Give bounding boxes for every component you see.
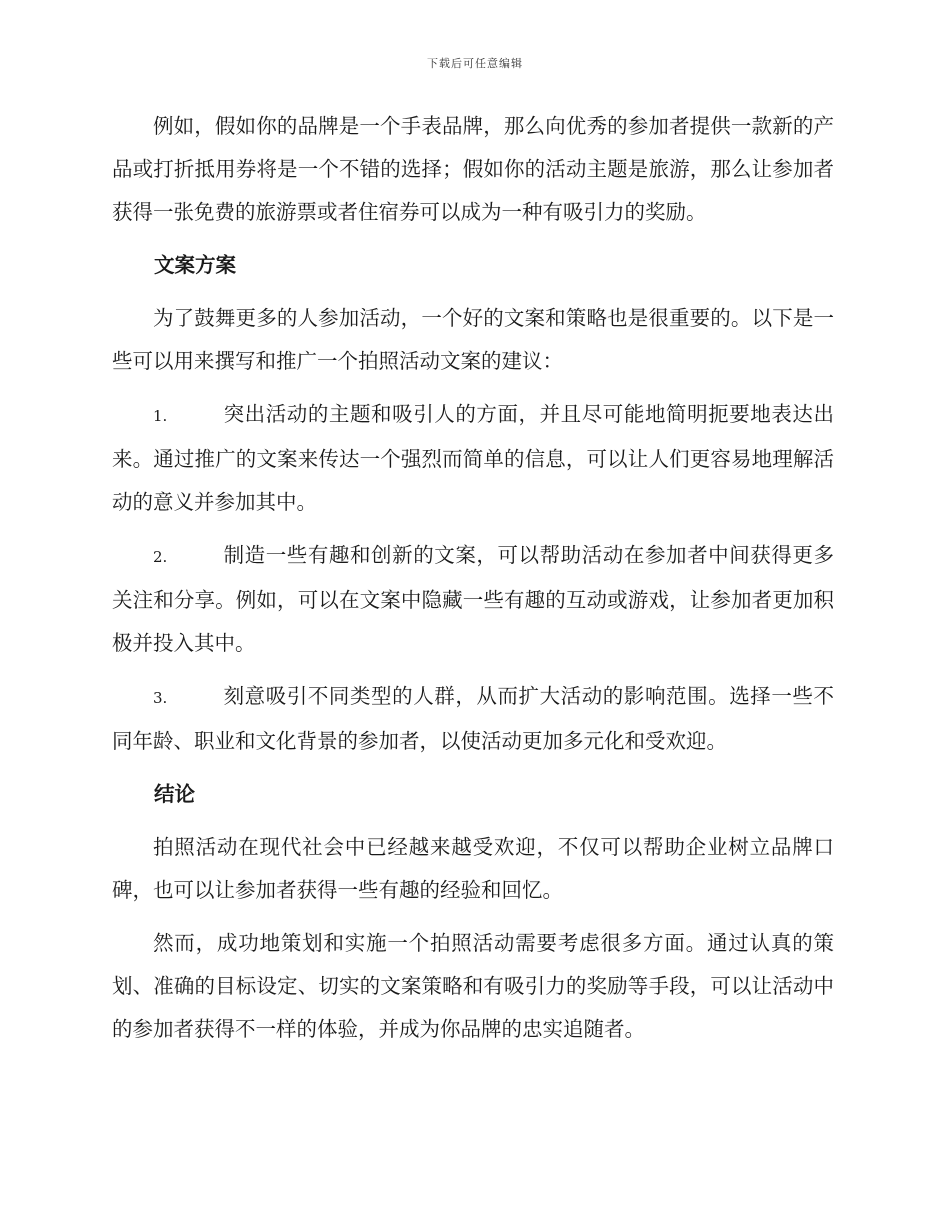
- list-item: [112, 393, 834, 524]
- list-item-text: 制造一些有趣和创新的文案，可以帮助活动在参加者中间获得更多关注和分享。例如，可以在文案中隐藏一些有趣的互动或游戏，让参加者更加积极并投入其中。: [112, 543, 834, 655]
- document-body: [112, 105, 834, 1061]
- list-item: [112, 675, 834, 763]
- list-item-number: 1.: [153, 407, 168, 425]
- page-header: 下载后可任意编辑: [427, 57, 523, 70]
- conclusion-paragraph-1: 拍照活动在现代社会中已经越来越受欢迎，不仅可以帮助企业树立品牌口碑，也可以让参加者获得一些有趣的经验和回忆。: [112, 835, 834, 902]
- section-heading-conclusion: 结论: [154, 782, 195, 806]
- list-item: [112, 534, 834, 665]
- list-item-text: 突出活动的主题和吸引人的方面，并且尽可能地简明扼要地表达出来。通过推广的文案来传达一个强烈而简单的信息，可以让人们更容易地理解活动的意义并参加其中。: [112, 402, 834, 514]
- section-heading-copywriting: 文案方案: [154, 253, 236, 277]
- conclusion-paragraph-2: 然而，成功地策划和实施一个拍照活动需要考虑很多方面。通过认真的策划、准确的目标设定、切实的文案策略和有吸引力的奖励等手段，可以让活动中的参加者获得不一样的体验，并成为你品牌的忠实追随者。: [112, 931, 834, 1041]
- intro-paragraph: 例如，假如你的品牌是一个手表品牌，那么向优秀的参加者提供一款新的产品或打折抵用券将是一个不错的选择；假如你的活动主题是旅游，那么让参加者获得一张免费的旅游票或者住宿券可以成为一种有吸引力的奖励。: [112, 114, 834, 224]
- copywriting-intro-paragraph: 为了鼓舞更多的人参加活动，一个好的文案和策略也是很重要的。以下是一些可以用来撰写和推广一个拍照活动文案的建议：: [112, 306, 834, 373]
- list-item-text: 刻意吸引不同类型的人群，从而扩大活动的影响范围。选择一些不同年龄、职业和文化背景的参加者，以使活动更加多元化和受欢迎。: [112, 684, 834, 753]
- list-item-number: 3.: [153, 689, 168, 707]
- list-item-number: 2.: [153, 548, 168, 566]
